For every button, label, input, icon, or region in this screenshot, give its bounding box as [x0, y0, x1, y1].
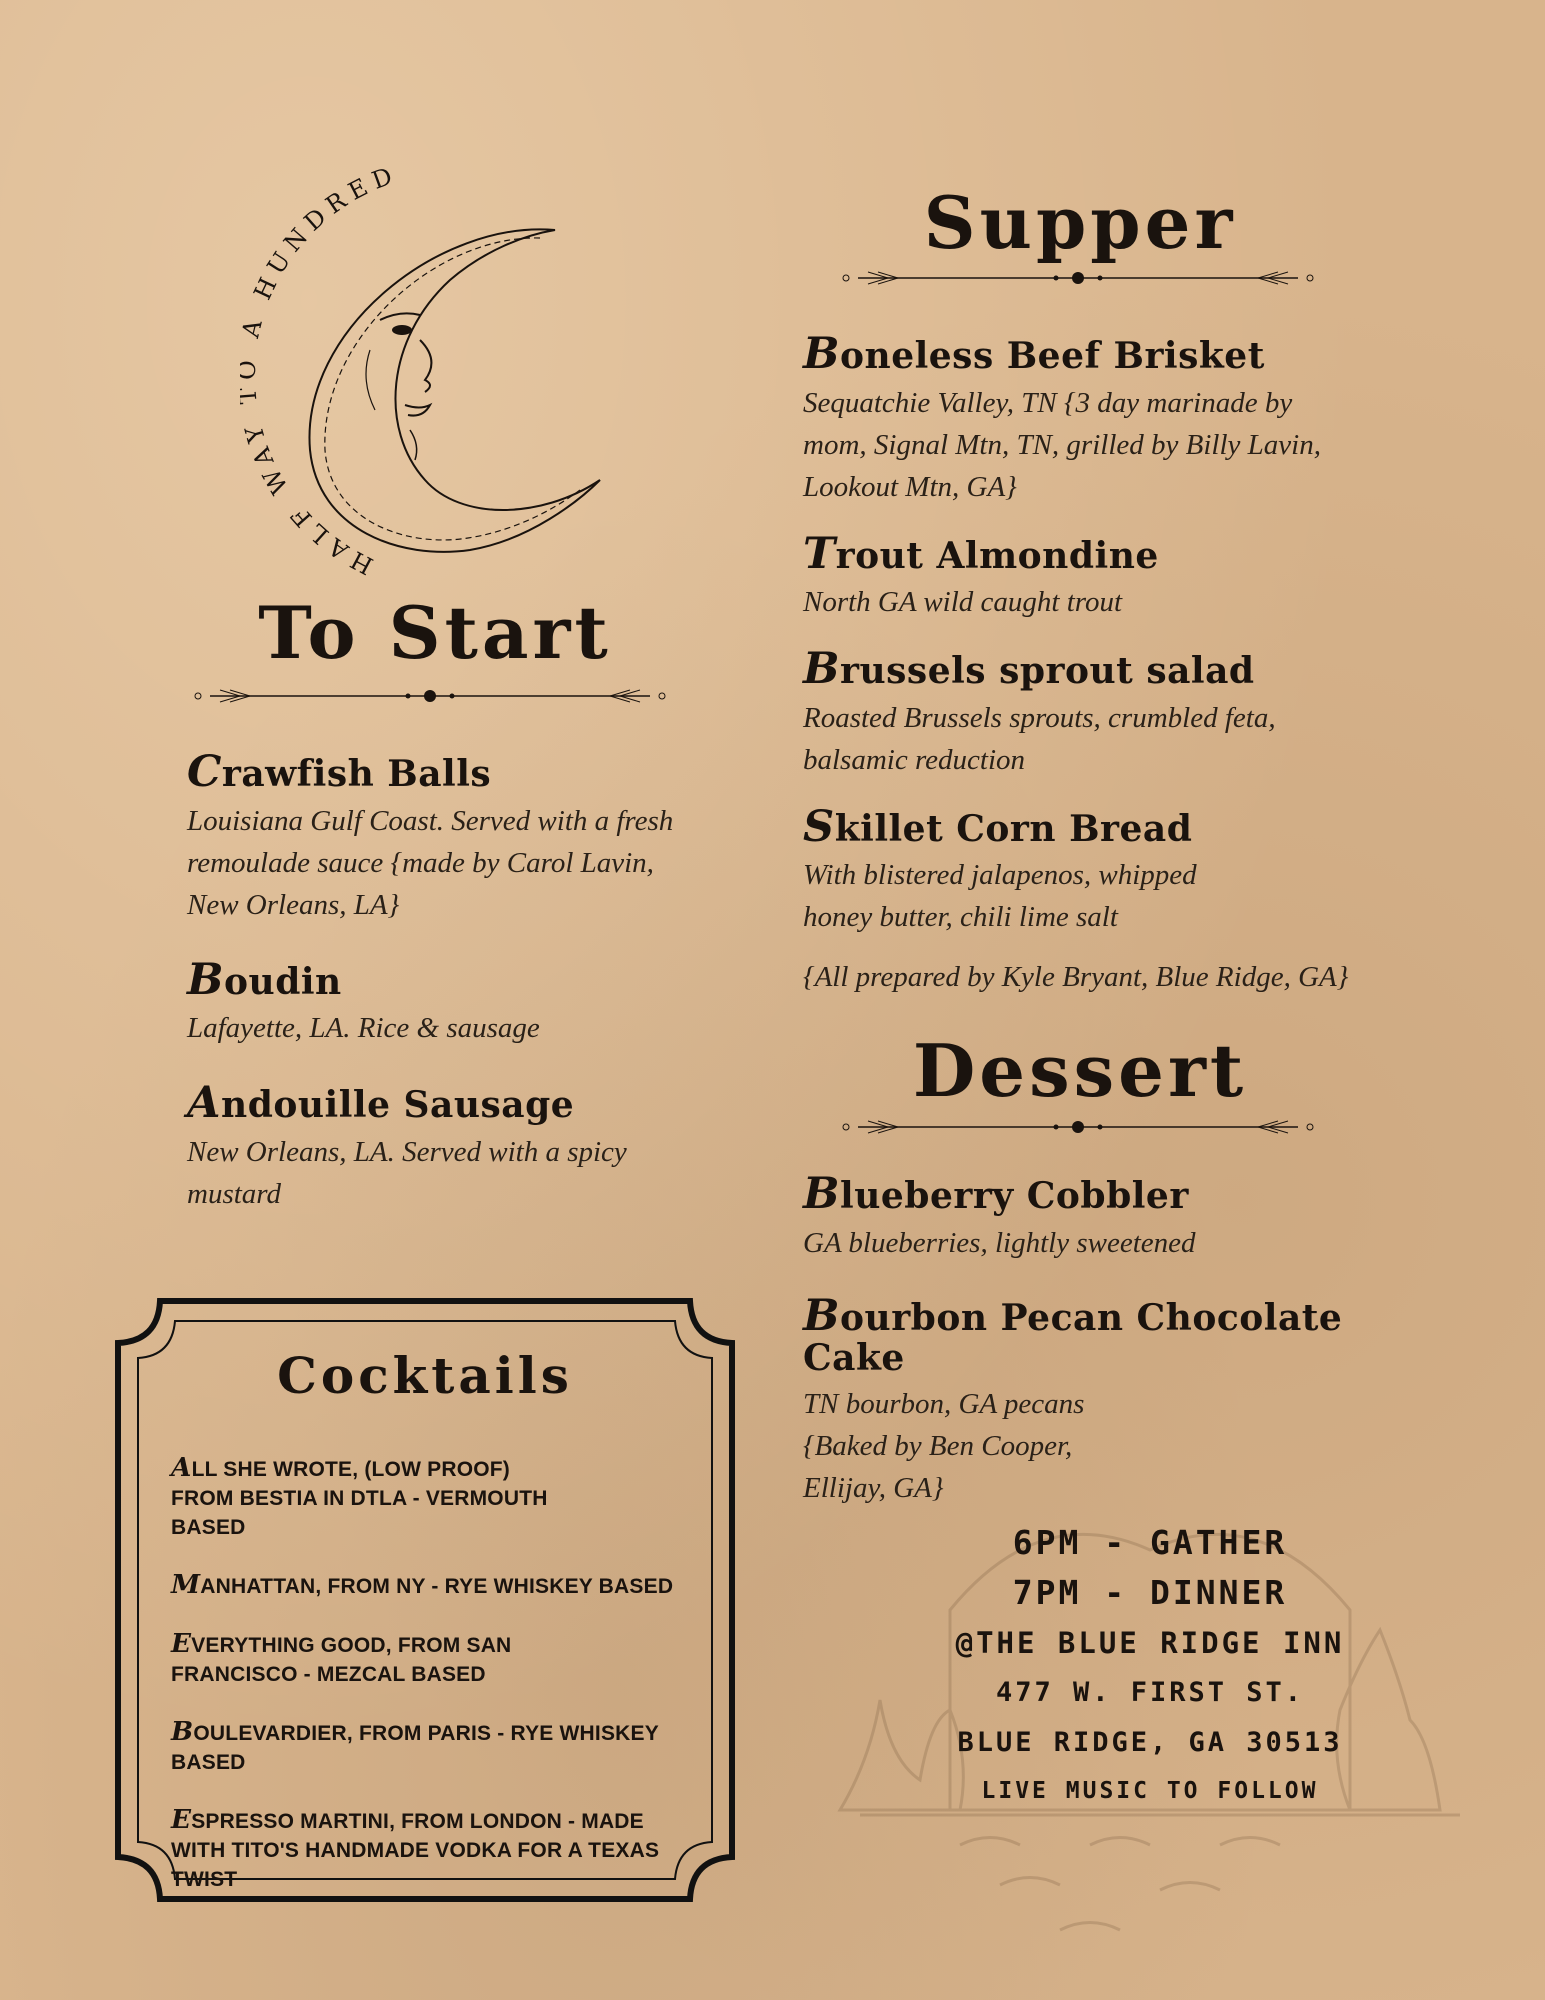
item-description: Louisiana Gulf Coast. Served with a fresh remoulade sauce {made by Carol Lavin, New Orleans, LA}: [187, 804, 674, 921]
cocktail-item: BOULEVARDIER, FROM PARIS - RYE WHISKEY BASED: [171, 1716, 659, 1774]
cocktail-item: EVERYTHING GOOD, FROM SAN FRANCISCO - MEZCAL BASED: [171, 1628, 512, 1686]
cocktails-panel: [115, 1298, 735, 1902]
menu-item: [803, 645, 1403, 781]
menu-item: [187, 748, 707, 926]
to-start-heading: To Start: [258, 590, 612, 675]
menu-item: [803, 527, 1403, 624]
crescent-moon-face-icon: [240, 160, 610, 580]
item-description: New Orleans, LA. Served with a spicy mustard: [187, 1135, 627, 1210]
item-title: Blueberry Cobbler: [803, 1168, 1189, 1219]
item-title: Bourbon Pecan Chocolate Cake: [803, 1289, 1343, 1380]
divider-ornament-icon: [190, 684, 670, 708]
event-info: [900, 1518, 1400, 1814]
venue-name: @THE BLUE RIDGE INN: [955, 1626, 1345, 1660]
cocktail-item: ESPRESSO MARTINI, FROM LONDON - MADE WITH TITO'S HANDMADE VODKA FOR A TEXAS TWIST: [171, 1804, 660, 1891]
item-description: With blistered jalapenos, whipped honey butter, chili lime salt: [803, 859, 1197, 934]
item-title: Skillet Corn Bread: [803, 800, 1193, 852]
menu-item: [187, 1079, 707, 1215]
supper-list: [803, 330, 1403, 998]
dessert-heading: Dessert: [912, 1028, 1248, 1113]
item-description: TN bourbon, GA pecans {Baked by Ben Cooper, Ellijay, GA}: [803, 1387, 1085, 1504]
cocktail-item: ALL SHE WROTE, (LOW PROOF) FROM BESTIA IN DTLA - VERMOUTH BASED: [171, 1452, 548, 1539]
menu-item: [803, 330, 1403, 508]
svg-text:HALF WAY TO A HUNDRED: [240, 160, 402, 580]
item-description: Lafayette, LA. Rice & sausage: [187, 1012, 540, 1045]
dinner-time: 7PM - DINNER: [1012, 1573, 1288, 1612]
item-title: Brussels sprout salad: [803, 643, 1255, 695]
divider-ornament-icon: [838, 266, 1318, 290]
menu-item: [803, 1170, 1423, 1264]
item-description: North GA wild caught trout: [803, 586, 1123, 619]
supper-note: {All prepared by Kyle Bryant, Blue Ridge, GA}: [803, 961, 1349, 994]
item-title: Trout Almondine: [803, 527, 1159, 579]
item-title: Boneless Beef Brisket: [803, 328, 1265, 379]
logo: [240, 160, 610, 580]
menu-item: [187, 953, 707, 1050]
gather-time: 6PM - GATHER: [1012, 1523, 1288, 1562]
cocktails-heading: Cocktails: [277, 1346, 573, 1405]
item-description: GA blueberries, lightly sweetened: [803, 1226, 1196, 1259]
item-title: Boudin: [187, 953, 342, 1005]
item-description: Roasted Brussels sprouts, crumbled feta, balsamic reduction: [803, 701, 1276, 776]
cocktails-list: [171, 1453, 681, 1922]
music-note: LIVE MUSIC TO FOLLOW: [981, 1778, 1319, 1804]
city-address: BLUE RIDGE, GA 30513: [957, 1727, 1343, 1758]
cocktail-item: MANHATTAN, FROM NY - RYE WHISKEY BASED: [171, 1569, 674, 1600]
menu-item: [803, 800, 1403, 939]
divider-ornament-icon: [838, 1115, 1318, 1139]
supper-heading: Supper: [923, 180, 1237, 265]
to-start-list: [187, 748, 707, 1241]
logo-arc-text: HALF WAY HUNDRED: [240, 160, 403, 580]
item-title: Crawfish Balls: [187, 746, 492, 797]
item-description: Sequatchie Valley, TN {3 day marinade by mom, Signal Mtn, TN, grilled by Billy Lavin, Lookout Mtn, GA}: [803, 386, 1321, 503]
item-title: Andouille Sausage: [187, 1077, 575, 1129]
street-address: 477 W. FIRST ST.: [995, 1677, 1305, 1708]
